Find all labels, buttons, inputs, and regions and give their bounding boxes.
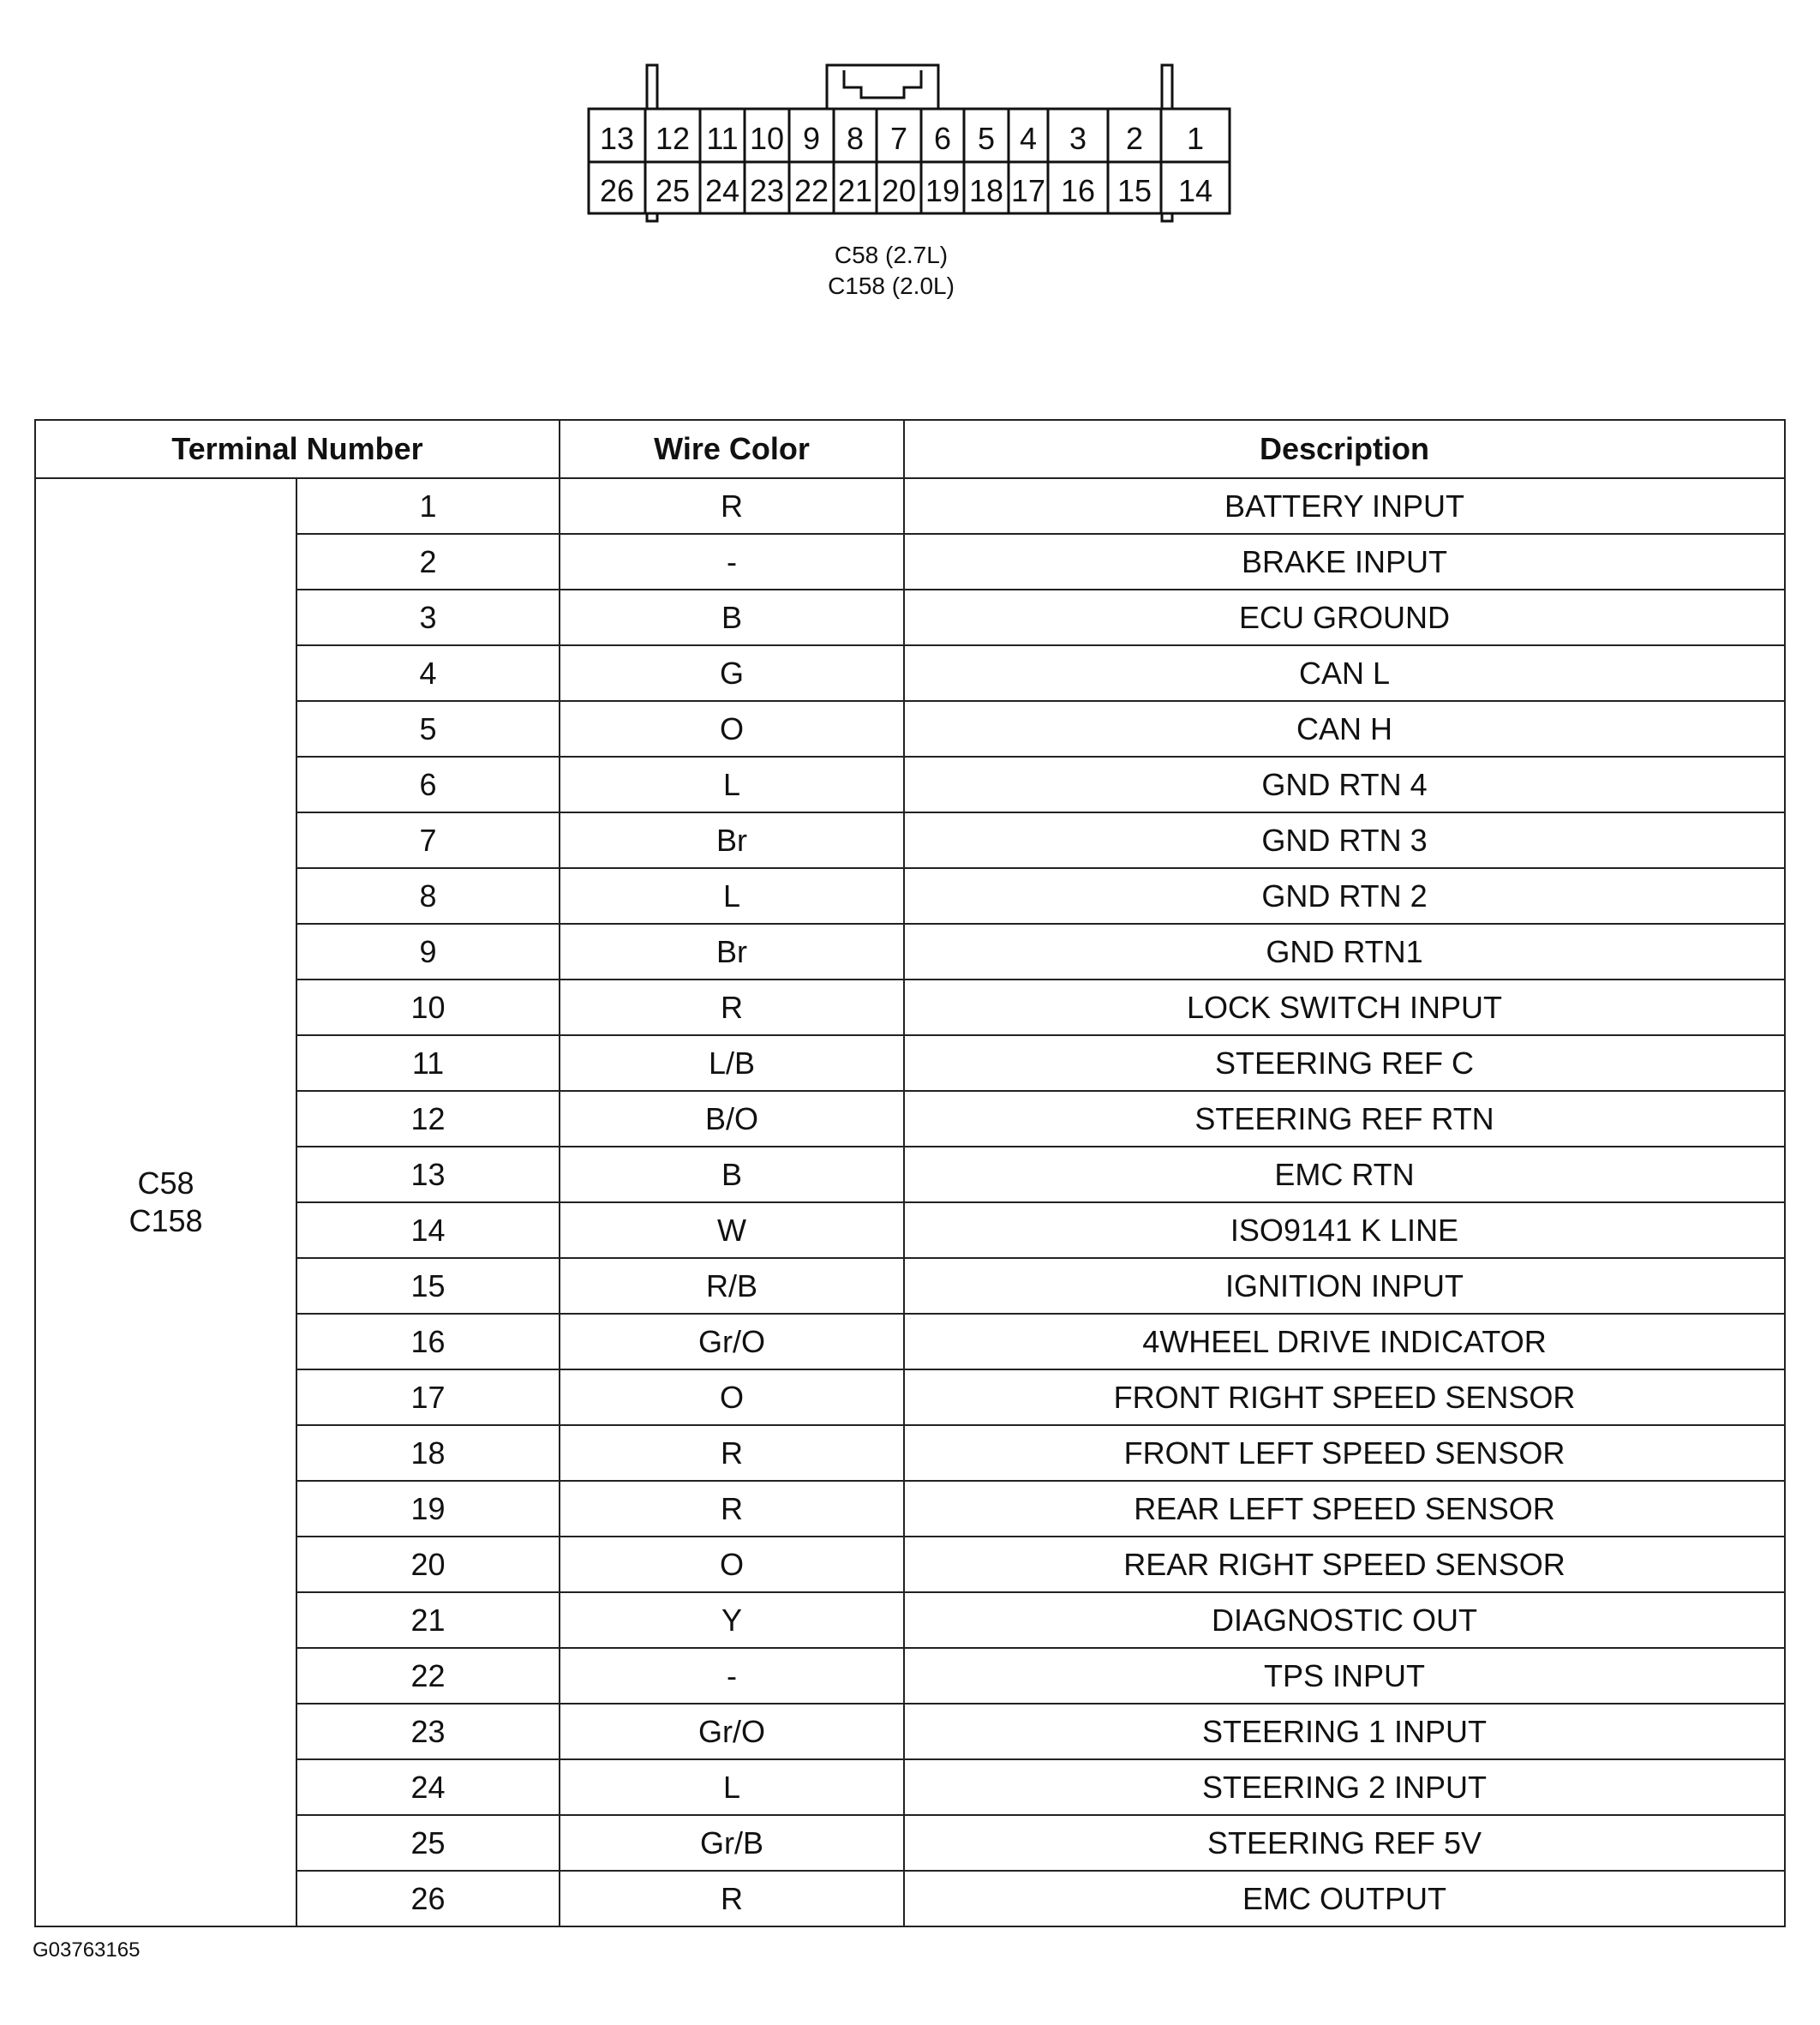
wire-color-cell: R xyxy=(560,980,904,1035)
caption-line-2: C158 (2.0L) xyxy=(828,273,955,299)
terminal-cell: 12 xyxy=(296,1091,560,1147)
wire-color-cell: Y xyxy=(560,1592,904,1648)
table-row xyxy=(35,1871,1785,1926)
terminal-cell: 25 xyxy=(296,1815,560,1871)
wire-color-cell: R xyxy=(560,478,904,534)
description-cell: IGNITION INPUT xyxy=(904,1258,1785,1314)
connector-face xyxy=(585,62,1233,225)
terminal-cell: 7 xyxy=(296,812,560,868)
description-cell: ECU GROUND xyxy=(904,590,1785,645)
description-cell: EMC OUTPUT xyxy=(904,1871,1785,1926)
top-pin-10: 10 xyxy=(749,121,785,156)
description-cell: ISO9141 K LINE xyxy=(904,1202,1785,1258)
top-pin-9: 9 xyxy=(802,121,821,156)
description-cell: CAN H xyxy=(904,701,1785,757)
bottom-pin-17: 17 xyxy=(1010,173,1046,208)
wire-color-cell: B/O xyxy=(560,1091,904,1147)
top-pin-8: 8 xyxy=(846,121,865,156)
table-row xyxy=(35,1314,1785,1369)
description-cell: REAR LEFT SPEED SENSOR xyxy=(904,1481,1785,1537)
wire-color-cell: Gr/O xyxy=(560,1314,904,1369)
caption-line-1: C58 (2.7L) xyxy=(834,242,949,268)
table-row xyxy=(35,1592,1785,1648)
terminal-cell: 17 xyxy=(296,1369,560,1425)
pinout-table xyxy=(34,419,1786,1927)
bottom-pin-19: 19 xyxy=(925,173,961,208)
terminal-cell: 19 xyxy=(296,1481,560,1537)
wire-color-cell: R xyxy=(560,1425,904,1481)
table-row xyxy=(35,1704,1785,1759)
description-cell: STEERING REF RTN xyxy=(904,1091,1785,1147)
connector-caption xyxy=(754,240,1028,302)
terminal-cell: 20 xyxy=(296,1537,560,1592)
description-cell: BRAKE INPUT xyxy=(904,534,1785,590)
wire-color-cell: B xyxy=(560,590,904,645)
table-row xyxy=(35,1369,1785,1425)
terminal-cell: 2 xyxy=(296,534,560,590)
wire-color-cell: W xyxy=(560,1202,904,1258)
connector-group-label: C158 xyxy=(129,1203,203,1238)
bottom-pin-23: 23 xyxy=(749,173,785,208)
terminal-cell: 18 xyxy=(296,1425,560,1481)
wire-color-cell: L xyxy=(560,757,904,812)
terminal-cell: 9 xyxy=(296,924,560,980)
connector-latch-notch xyxy=(844,70,921,98)
description-cell: GND RTN 2 xyxy=(904,868,1785,924)
table-row xyxy=(35,590,1785,645)
terminal-cell: 8 xyxy=(296,868,560,924)
description-cell: FRONT LEFT SPEED SENSOR xyxy=(904,1425,1785,1481)
top-pin-3: 3 xyxy=(1069,121,1087,156)
bottom-pin-24: 24 xyxy=(704,173,740,208)
connector-diagram xyxy=(585,62,1233,225)
wire-color-cell: R xyxy=(560,1871,904,1926)
table-header-row xyxy=(35,420,1785,478)
terminal-cell: 24 xyxy=(296,1759,560,1815)
wire-color-cell: O xyxy=(560,1369,904,1425)
bottom-pin-26: 26 xyxy=(599,173,635,208)
table-row xyxy=(35,812,1785,868)
wire-color-cell: - xyxy=(560,534,904,590)
wire-color-cell: O xyxy=(560,701,904,757)
description-cell: STEERING 1 INPUT xyxy=(904,1704,1785,1759)
figure-id: G03763165 xyxy=(33,1938,141,1962)
wire-color-cell: Gr/O xyxy=(560,1704,904,1759)
bottom-pin-15: 15 xyxy=(1117,173,1152,208)
top-pin-7: 7 xyxy=(889,121,908,156)
table-row xyxy=(35,1147,1785,1202)
table-row xyxy=(35,980,1785,1035)
top-pin-12: 12 xyxy=(655,121,691,156)
table-row xyxy=(35,1035,1785,1091)
wire-color-cell: Br xyxy=(560,812,904,868)
bottom-pin-22: 22 xyxy=(793,173,829,208)
description-cell: FRONT RIGHT SPEED SENSOR xyxy=(904,1369,1785,1425)
description-cell: DIAGNOSTIC OUT xyxy=(904,1592,1785,1648)
terminal-cell: 21 xyxy=(296,1592,560,1648)
top-pin-1: 1 xyxy=(1186,121,1205,156)
top-pin-13: 13 xyxy=(599,121,635,156)
terminal-cell: 1 xyxy=(296,478,560,534)
description-cell: 4WHEEL DRIVE INDICATOR xyxy=(904,1314,1785,1369)
wire-color-cell: O xyxy=(560,1537,904,1592)
table-row xyxy=(35,1091,1785,1147)
terminal-cell: 3 xyxy=(296,590,560,645)
table-row xyxy=(35,1815,1785,1871)
table-row xyxy=(35,868,1785,924)
header-description: Description xyxy=(904,420,1785,478)
wire-color-cell: L xyxy=(560,868,904,924)
table-row xyxy=(35,757,1785,812)
description-cell: GND RTN 4 xyxy=(904,757,1785,812)
terminal-cell: 13 xyxy=(296,1147,560,1202)
table-row xyxy=(35,1537,1785,1592)
description-cell: REAR RIGHT SPEED SENSOR xyxy=(904,1537,1785,1592)
top-pin-6: 6 xyxy=(933,121,952,156)
terminal-cell: 4 xyxy=(296,645,560,701)
bottom-pin-14: 14 xyxy=(1177,173,1213,208)
bottom-pin-21: 21 xyxy=(837,173,873,208)
table-row xyxy=(35,924,1785,980)
description-cell: STEERING REF C xyxy=(904,1035,1785,1091)
connector-group-label: C58 xyxy=(137,1165,195,1201)
terminal-cell: 14 xyxy=(296,1202,560,1258)
terminal-cell: 5 xyxy=(296,701,560,757)
connector-group-cell xyxy=(35,478,296,1926)
wire-color-cell: Br xyxy=(560,924,904,980)
header-terminal-number: Terminal Number xyxy=(35,420,560,478)
wire-color-cell: - xyxy=(560,1648,904,1704)
description-cell: STEERING REF 5V xyxy=(904,1815,1785,1871)
wire-color-cell: Gr/B xyxy=(560,1815,904,1871)
bottom-pin-20: 20 xyxy=(881,173,917,208)
wire-color-cell: R xyxy=(560,1481,904,1537)
table-row xyxy=(35,1481,1785,1537)
terminal-cell: 16 xyxy=(296,1314,560,1369)
bottom-pin-25: 25 xyxy=(655,173,691,208)
bottom-pin-16: 16 xyxy=(1060,173,1096,208)
top-pin-4: 4 xyxy=(1019,121,1038,156)
description-cell: BATTERY INPUT xyxy=(904,478,1785,534)
wire-color-cell: B xyxy=(560,1147,904,1202)
terminal-cell: 26 xyxy=(296,1871,560,1926)
terminal-cell: 22 xyxy=(296,1648,560,1704)
top-pin-2: 2 xyxy=(1125,121,1144,156)
header-wire-color: Wire Color xyxy=(560,420,904,478)
wire-color-cell: L xyxy=(560,1759,904,1815)
wire-color-cell: R/B xyxy=(560,1258,904,1314)
description-cell: CAN L xyxy=(904,645,1785,701)
table-row xyxy=(35,534,1785,590)
terminal-cell: 15 xyxy=(296,1258,560,1314)
description-cell: STEERING 2 INPUT xyxy=(904,1759,1785,1815)
table-row xyxy=(35,1258,1785,1314)
description-cell: LOCK SWITCH INPUT xyxy=(904,980,1785,1035)
wire-color-cell: G xyxy=(560,645,904,701)
table-row xyxy=(35,478,1785,534)
table-row xyxy=(35,1425,1785,1481)
table-row xyxy=(35,701,1785,757)
bottom-pin-18: 18 xyxy=(968,173,1004,208)
table-row xyxy=(35,645,1785,701)
wire-color-cell: L/B xyxy=(560,1035,904,1091)
terminal-cell: 6 xyxy=(296,757,560,812)
top-pin-11: 11 xyxy=(706,121,739,156)
terminal-cell: 10 xyxy=(296,980,560,1035)
description-cell: EMC RTN xyxy=(904,1147,1785,1202)
table-row xyxy=(35,1648,1785,1704)
terminal-cell: 11 xyxy=(296,1035,560,1091)
terminal-cell: 23 xyxy=(296,1704,560,1759)
description-cell: TPS INPUT xyxy=(904,1648,1785,1704)
top-pin-5: 5 xyxy=(977,121,996,156)
description-cell: GND RTN 3 xyxy=(904,812,1785,868)
table-row xyxy=(35,1759,1785,1815)
table-row xyxy=(35,1202,1785,1258)
description-cell: GND RTN1 xyxy=(904,924,1785,980)
